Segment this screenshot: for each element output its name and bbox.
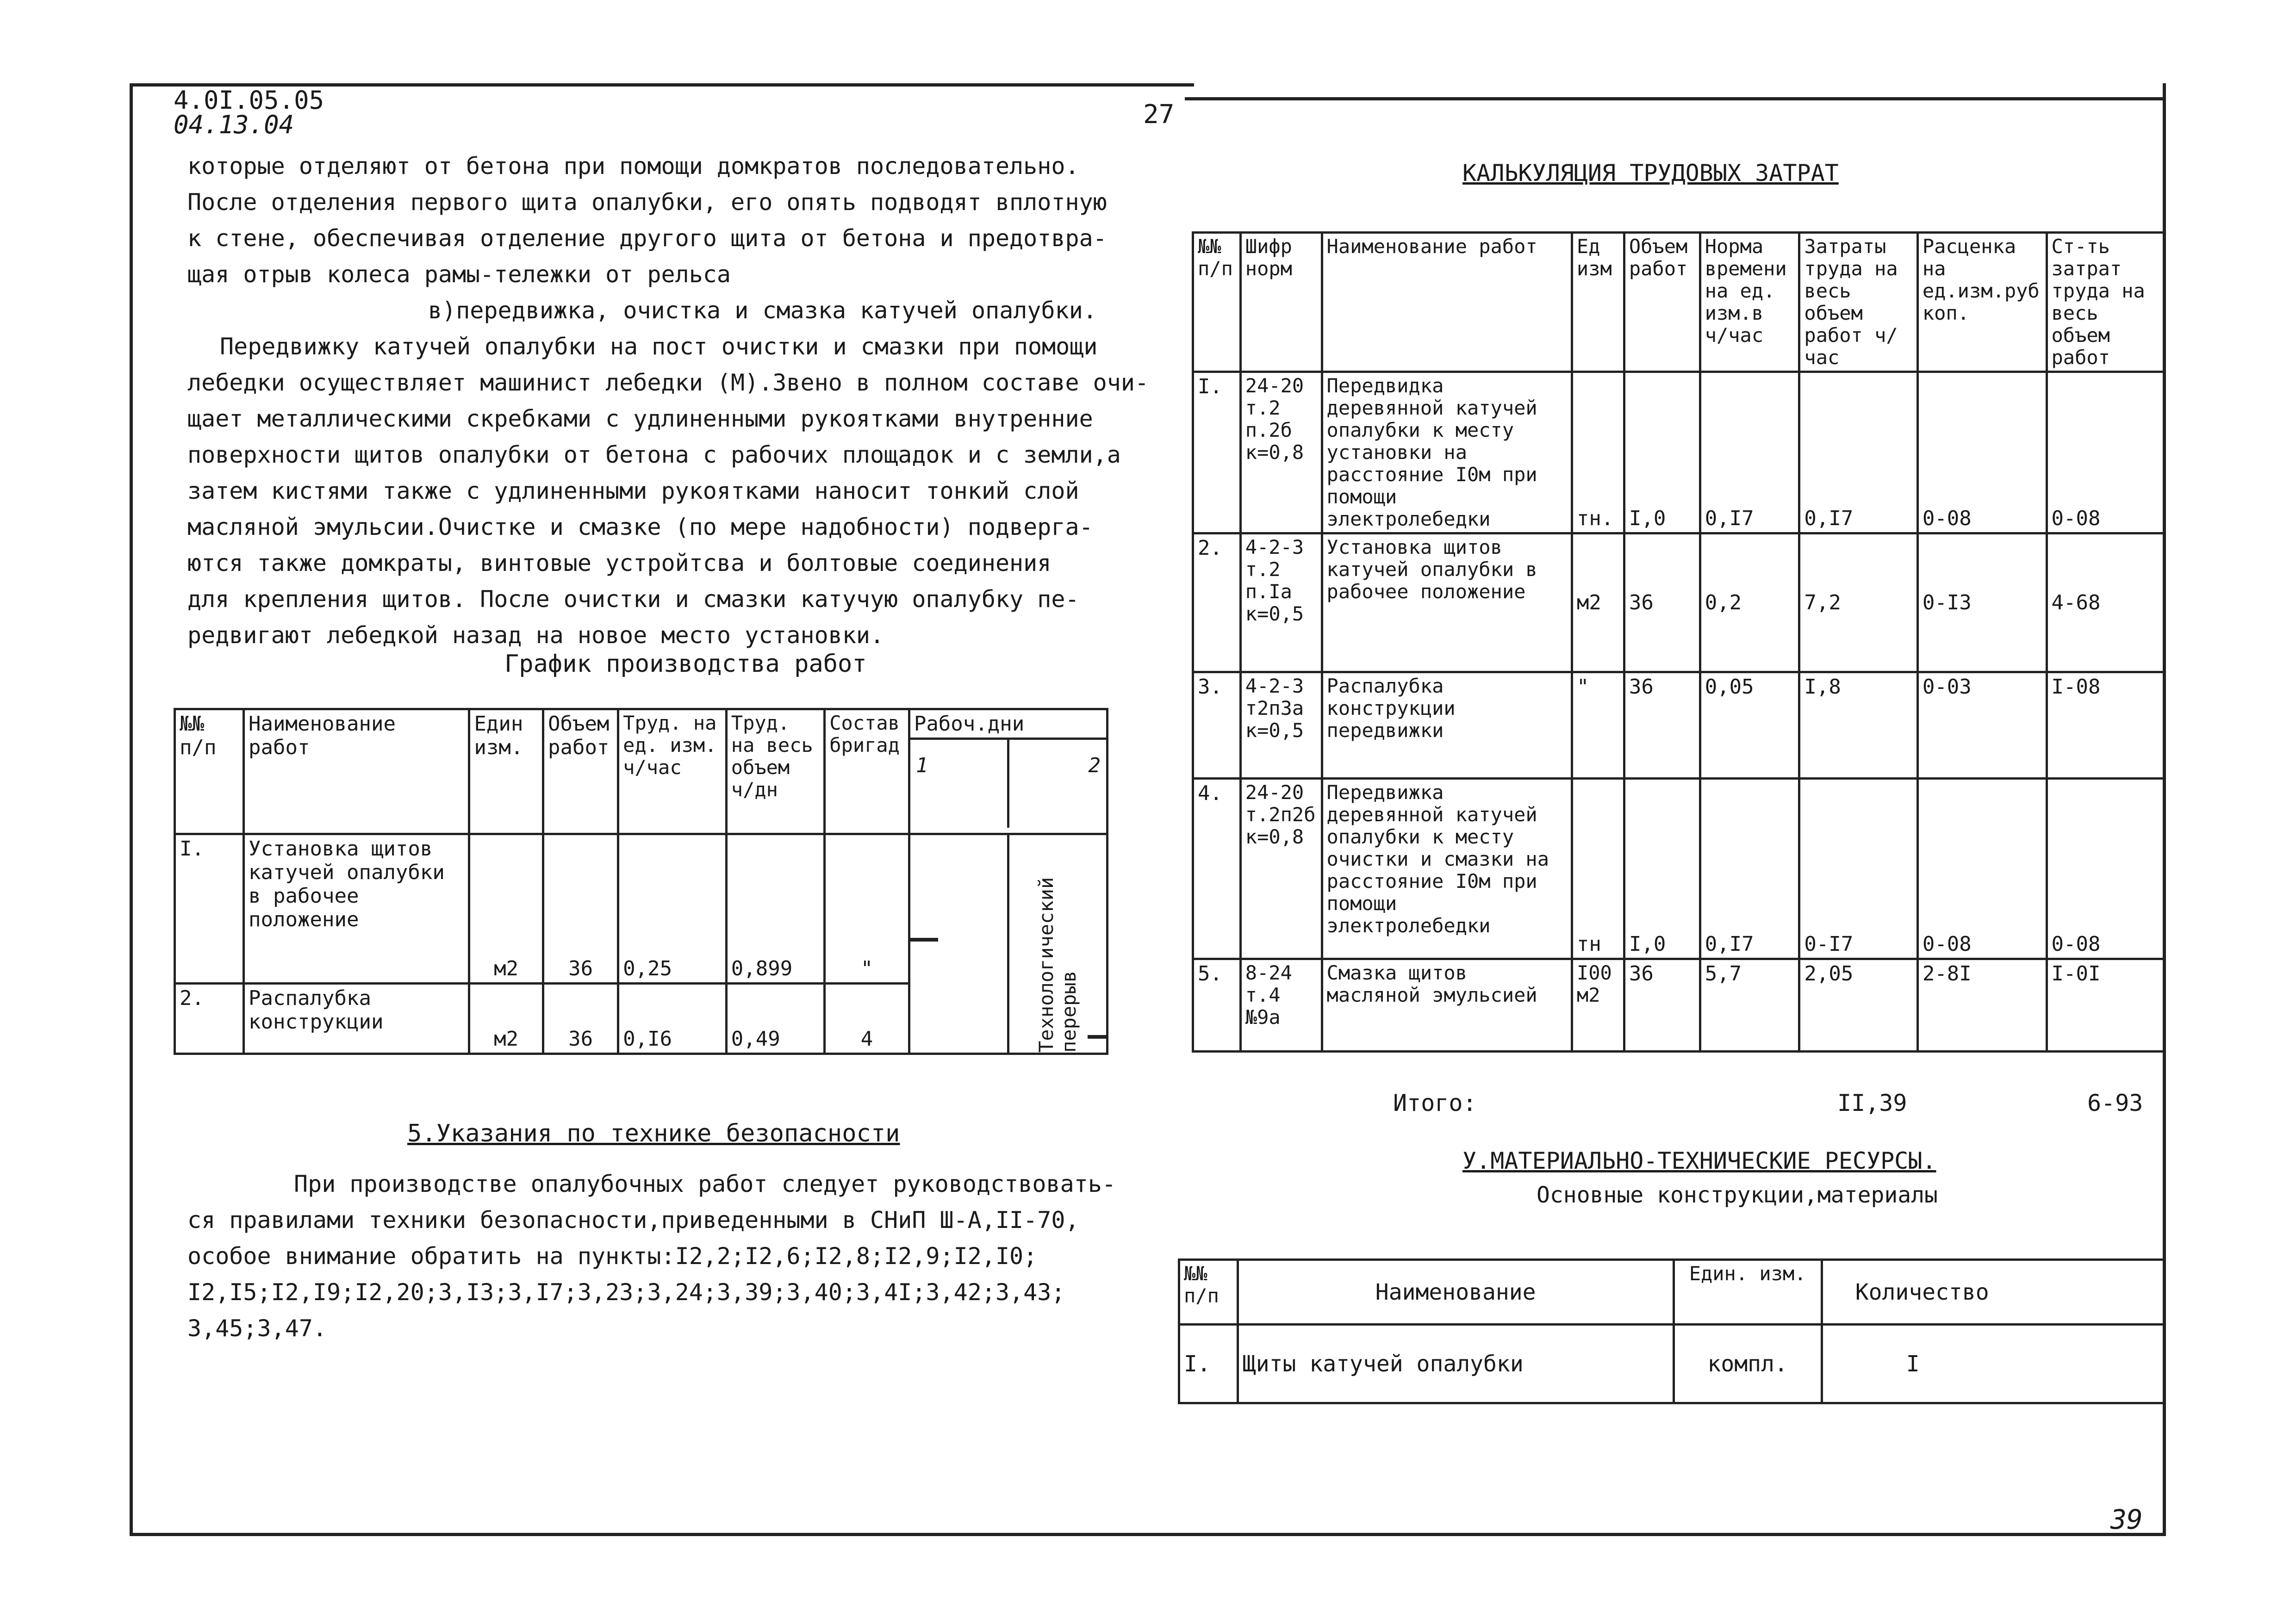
row-unit: тн bbox=[1572, 779, 1624, 959]
row-number: 2. bbox=[1193, 533, 1241, 672]
col-header: №№ п/п bbox=[1179, 1260, 1238, 1325]
row-unit: " bbox=[1572, 672, 1624, 779]
row-crew: 4 bbox=[825, 984, 909, 1054]
row-unit: м2 bbox=[1572, 533, 1624, 672]
table-row bbox=[1193, 372, 2165, 533]
row-rate: 0-08 bbox=[1917, 372, 2047, 533]
total-cost: 6-93 bbox=[2087, 1090, 2143, 1116]
col-header: №№ п/п bbox=[1193, 233, 1241, 372]
row-volume: 36 bbox=[1624, 959, 1700, 1052]
row-labor: 2,05 bbox=[1799, 959, 1917, 1052]
row-name: Передвижка деревянной катучей опалубки к месту очистки и смазки на расстояние I0м при помощи электролебедки bbox=[1322, 779, 1572, 959]
table-row bbox=[1193, 779, 2165, 959]
schedule-table bbox=[174, 708, 1108, 1055]
col-header: Объем работ bbox=[543, 709, 618, 834]
text-line: I2,I5;I2,I9;I2,20;3,I3;3,I7;3,23;3,24;3,39;3,40;3,4I;3,42;3,43; bbox=[187, 1279, 1065, 1306]
col-header: Един изм. bbox=[469, 709, 543, 834]
row-code: 4-2-3 т2п3а к=0,5 bbox=[1240, 672, 1322, 779]
text-line: к стене, обеспечивая отделение другого щита от бетона и предотвра- bbox=[187, 225, 1107, 252]
row-unit: м2 bbox=[469, 984, 543, 1054]
row-cost: I-0I bbox=[2047, 959, 2165, 1052]
col-header: Един. изм. bbox=[1674, 1260, 1822, 1325]
row-code: 24-20 т.2 п.2б к=0,8 bbox=[1240, 372, 1322, 533]
text-line: Передвижку катучей опалубки на пост очистки и смазки при помощи bbox=[220, 333, 1098, 360]
frame-top-right bbox=[1185, 97, 2166, 100]
total-label: Итого: bbox=[1393, 1090, 1477, 1116]
workdays-cell bbox=[909, 834, 1107, 1054]
row-rate: 0-I3 bbox=[1917, 533, 2047, 672]
row-rate: 2-8I bbox=[1917, 959, 2047, 1052]
text-line: 3,45;3,47. bbox=[187, 1315, 327, 1342]
row-rate: 0-03 bbox=[1917, 672, 2047, 779]
row-labor: 0-I7 bbox=[1799, 779, 1917, 959]
text-line: которые отделяют от бетона при помощи домкратов последовательно. bbox=[187, 153, 1079, 180]
col-header: Затраты труда на весь объем работ ч/час bbox=[1799, 233, 1917, 372]
row-number: I. bbox=[1179, 1325, 1238, 1403]
row-volume: 36 bbox=[543, 984, 618, 1054]
row-cost: 0-08 bbox=[2047, 372, 2165, 533]
row-norm: 0,I6 bbox=[618, 984, 727, 1054]
row-norm: 5,7 bbox=[1700, 959, 1799, 1052]
text-line: особое внимание обратить на пункты:I2,2;I2,6;I2,8;I2,9;I2,I0; bbox=[187, 1243, 1038, 1270]
row-number: 3. bbox=[1193, 672, 1241, 779]
row-total: 0,899 bbox=[726, 834, 824, 984]
text-line: лебедки осуществляет машинист лебедки (М).Звено в полном составе очи- bbox=[187, 369, 1149, 396]
day-2: 2 bbox=[1088, 754, 1101, 777]
row-unit: компл. bbox=[1674, 1325, 1822, 1403]
row-number: 5. bbox=[1193, 959, 1241, 1052]
text-line: ся правилами техники безопасности,приведенными в СНиП Ш-А,II-70, bbox=[187, 1207, 1079, 1233]
col-header: Шифр норм bbox=[1240, 233, 1322, 372]
col-header: Количество bbox=[1822, 1260, 2165, 1325]
row-unit: тн. bbox=[1572, 372, 1624, 533]
col-header: Наименование работ bbox=[244, 709, 469, 834]
text-line: щает металлическими скребками с удлиненными рукоятками внутренние bbox=[187, 405, 1093, 432]
col-header: №№ п/п bbox=[175, 709, 244, 834]
col-header: Ед изм bbox=[1572, 233, 1624, 372]
safety-heading: 5.Указания по технике безопасности bbox=[407, 1120, 900, 1147]
text-line: затем кистями также с удлиненными рукоятками наносит тонкий слой bbox=[187, 477, 1079, 504]
calc-title: КАЛЬКУЛЯЦИЯ ТРУДОВЫХ ЗАТРАТ bbox=[1462, 160, 1839, 186]
row-number: I. bbox=[1193, 372, 1241, 533]
day-2-bars bbox=[1009, 835, 1106, 1053]
col-header: Состав бригад bbox=[825, 709, 909, 834]
text-line: для крепления щитов. После очистки и смазки катучую опалубку пе- bbox=[187, 586, 1079, 613]
row-volume: I,0 bbox=[1624, 372, 1700, 533]
row-volume: I,0 bbox=[1624, 779, 1700, 959]
total-labor: II,39 bbox=[1837, 1090, 1907, 1116]
subheading: в)передвижка, очистка и смазка катучей опалубки. bbox=[428, 297, 1097, 324]
text-line: редвигают лебедкой назад на новое место установки. bbox=[187, 622, 884, 649]
row-volume: 36 bbox=[1624, 672, 1700, 779]
table-row bbox=[1179, 1325, 2165, 1403]
text-line: щая отрыв колеса рамы-тележки от рельса bbox=[187, 261, 731, 288]
safety-text bbox=[187, 1166, 1178, 1346]
workdays-label: Рабоч.дни bbox=[910, 710, 1106, 740]
row-unit: м2 bbox=[469, 834, 543, 984]
text-line: После отделения первого щита опалубки, его опять подводят вплотную bbox=[187, 189, 1107, 216]
row-labor: 7,2 bbox=[1799, 533, 1917, 672]
row-norm: 0,25 bbox=[618, 834, 727, 984]
row-number: 2. bbox=[175, 984, 244, 1054]
col-header: Объем работ bbox=[1624, 233, 1700, 372]
resources-table bbox=[1178, 1258, 2166, 1404]
technological-break: Технологический перерыв bbox=[1035, 877, 1081, 1053]
row-cost: I-08 bbox=[2047, 672, 2165, 779]
row-rate: 0-08 bbox=[1917, 779, 2047, 959]
row-labor: 0,I7 bbox=[1799, 372, 1917, 533]
text-line: поверхности щитов опалубки от бетона с рабочих площадок и с земли,а bbox=[187, 441, 1121, 468]
row-name: Распалубка конструкции bbox=[244, 984, 469, 1054]
row-name: Смазка щитов масляной эмульсией bbox=[1322, 959, 1572, 1052]
row-total: 0,49 bbox=[726, 984, 824, 1054]
row-volume: 36 bbox=[1624, 533, 1700, 672]
col-header: Расценка на ед.изм.руб коп. bbox=[1917, 233, 2047, 372]
bar-row-2 bbox=[1088, 1035, 1106, 1039]
text-line: ются также домкраты, винтовые устройтсва и болтовые соединения bbox=[187, 550, 1052, 576]
row-norm: 0,I7 bbox=[1700, 779, 1799, 959]
table-row bbox=[175, 834, 1108, 984]
row-volume: 36 bbox=[543, 834, 618, 984]
col-header: Наименование работ bbox=[1322, 233, 1572, 372]
row-quantity: I bbox=[1822, 1325, 2165, 1403]
row-name: Установка щитов катучей опалубки в рабочее положение bbox=[1322, 533, 1572, 672]
table-row bbox=[1193, 959, 2165, 1052]
day-1: 1 bbox=[910, 740, 1009, 828]
table-row bbox=[1193, 533, 2165, 672]
row-unit: I00 м2 bbox=[1572, 959, 1624, 1052]
row-name: Распалубка конструкции передвижки bbox=[1322, 672, 1572, 779]
row-number: I. bbox=[175, 834, 244, 984]
col-header: Норма времени на ед. изм.в ч/час bbox=[1700, 233, 1799, 372]
row-code: 8-24 т.4 №9а bbox=[1240, 959, 1322, 1052]
row-name: Установка щитов катучей опалубки в рабочее положение bbox=[244, 834, 469, 984]
row-crew: " bbox=[825, 834, 909, 984]
row-code: 24-20 т.2п2б к=0,8 bbox=[1240, 779, 1322, 959]
document-code-handwritten: 04.13.04 bbox=[174, 110, 294, 139]
text-line: При производстве опалубочных работ следует руководствовать- bbox=[294, 1171, 1116, 1197]
workdays-header bbox=[909, 709, 1107, 834]
paragraph-1 bbox=[187, 148, 1178, 653]
row-norm: 0,05 bbox=[1700, 672, 1799, 779]
row-code: 4-2-3 т.2 п.Iа к=0,5 bbox=[1240, 533, 1322, 672]
col-header: Труд. на весь объем ч/дн bbox=[726, 709, 824, 834]
row-norm: 0,2 bbox=[1700, 533, 1799, 672]
row-norm: 0,I7 bbox=[1700, 372, 1799, 533]
schedule-title: График производства работ bbox=[504, 650, 867, 678]
row-name: Передвидка деревянной катучей опалубки к месту установки на расстояние I0м при помощи электролебедки bbox=[1322, 372, 1572, 533]
bar-row-1 bbox=[910, 938, 938, 942]
row-cost: 4-68 bbox=[2047, 533, 2165, 672]
sheet-number: 39 bbox=[2110, 1504, 2143, 1535]
calculation-table bbox=[1192, 231, 2166, 1053]
row-name: Щиты катучей опалубки bbox=[1238, 1325, 1674, 1403]
page-number: 27 bbox=[1143, 99, 1175, 130]
col-header: Труд. на ед. изм. ч/час bbox=[618, 709, 727, 834]
document-code: 4.0I.05.05 bbox=[174, 86, 324, 115]
table-row bbox=[1193, 672, 2165, 779]
col-header: Наименование bbox=[1238, 1260, 1674, 1325]
resources-title: У.МАТЕРИАЛЬНО-ТЕХНИЧЕСКИЕ РЕСУРСЫ. bbox=[1462, 1147, 1936, 1174]
row-cost: 0-08 bbox=[2047, 779, 2165, 959]
text-line: масляной эмульсии.Очистке и смазке (по мере надобности) подверга- bbox=[187, 514, 1093, 540]
col-header: Ст-ть затрат труда на весь объем работ bbox=[2047, 233, 2165, 372]
day-1-bars bbox=[910, 835, 1009, 1053]
resources-subtitle: Основные конструкции,материалы bbox=[1537, 1182, 1938, 1208]
row-labor: I,8 bbox=[1799, 672, 1917, 779]
row-number: 4. bbox=[1193, 779, 1241, 959]
